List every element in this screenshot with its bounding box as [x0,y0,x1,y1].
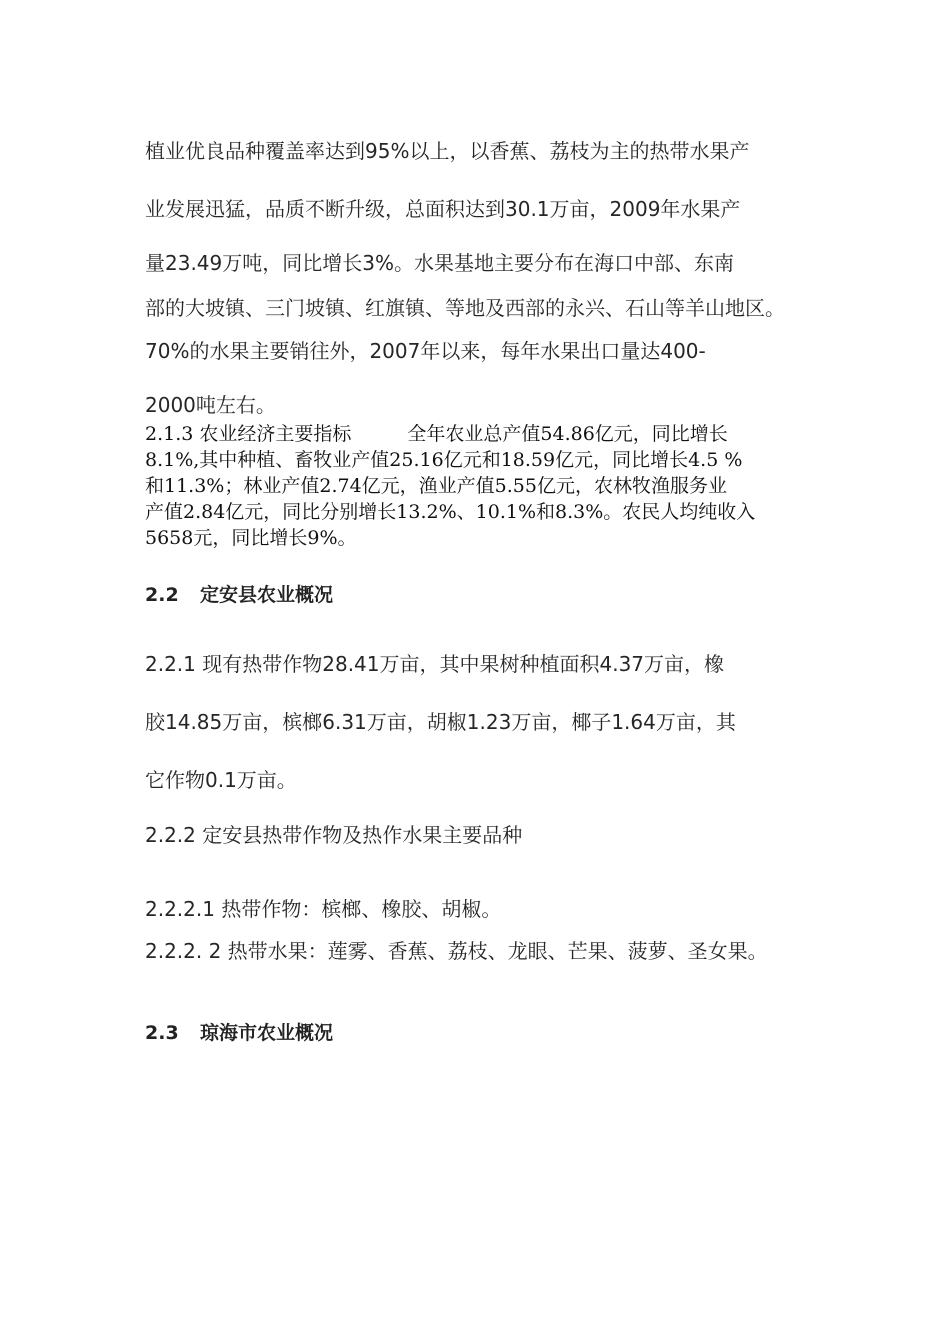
paragraph-fruit-industry [145,122,815,436]
list-main-varieties [145,893,815,968]
heading-number: 2.3 [145,1022,179,1044]
section-heading-2-2 [145,580,815,607]
paragraph-line: 2.2.1 现有热带作物28.41万亩，其中果树种植面积4.37万亩，橡 [145,652,725,676]
paragraph-line: 2.2.2 定安县热带作物及热作水果主要品种 [145,823,523,847]
list-item: 2.2.2. 2 热带水果：莲雾、香蕉、荔枝、龙眼、芒果、菠萝、圣女果。 [145,939,768,963]
paragraph-line: 胶14.85万亩，槟榔6.31万亩，胡椒1.23万亩，椰子1.64万亩，其 [145,710,736,734]
paragraph-line: 5658元，同比增长9%。 [145,527,357,549]
paragraph-line: 8.1%,其中种植、畜牧业产值25.16亿元和18.59亿元，同比增长4.5 % [145,449,743,471]
heading-number: 2.2 [145,584,179,606]
heading-text: 定安县农业概况 [200,584,334,606]
paragraph-line: 量23.49万吨，同比增长3%。水果基地主要分布在海口中部、东南 [145,251,734,275]
paragraph-line: 产值2.84亿元，同比分别增长13.2%、10.1%和8.3%。农民人均纯收入 [145,501,756,523]
subsection-title-2-2-2 [145,806,815,864]
section-heading-2-3 [145,1018,815,1045]
paragraph-line: 和11.3%；林业产值2.74亿元，渔业产值5.55亿元，农林牧渔服务业 [145,475,727,497]
paragraph-line: 它作物0.1万亩。 [145,768,297,792]
paragraph-line: 2000吨左右。 [145,393,276,417]
paragraph-tropical-crops [145,635,815,809]
paragraph-line: 全年农业总产值54.86亿元，同比增长 [407,423,728,445]
heading-text: 琼海市农业概况 [200,1022,334,1044]
paragraph-line: 植业优良品种覆盖率达到95%以上，以香蕉、荔枝为主的热带水果产 [145,139,750,163]
paragraph-line: 业发展迅猛，品质不断升级，总面积达到30.1万亩，2009年水果产 [145,197,741,221]
paragraph-line: 70%的水果主要销往外，2007年以来，每年水果出口量达400- [145,339,706,363]
paragraph-line: 部的大坡镇、三门坡镇、红旗镇、等地及西部的永兴、石山等羊山地区。 [145,296,785,320]
section-title-2-1-3: 2.1.3 农业经济主要指标 [145,423,352,445]
list-item: 2.2.2.1 热带作物：槟榔、橡胶、胡椒。 [145,897,502,921]
paragraph-economic-indicators [145,421,815,551]
